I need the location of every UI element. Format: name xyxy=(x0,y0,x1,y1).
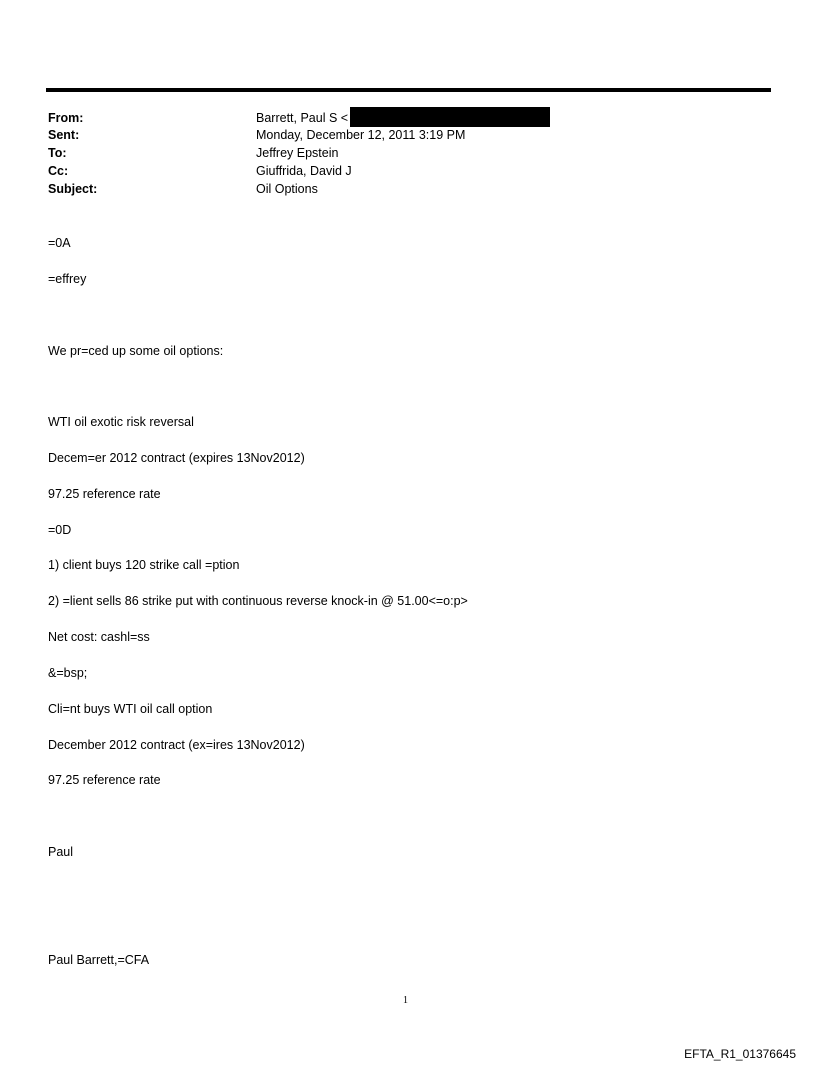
body-line: =effrey xyxy=(48,272,87,286)
body-line: =0D xyxy=(48,523,72,537)
redaction-block xyxy=(350,107,550,127)
body-line: =0A xyxy=(48,236,71,250)
to-label: To: xyxy=(48,146,67,160)
body-line: 97.25 reference rate xyxy=(48,487,161,501)
sent-label: Sent: xyxy=(48,128,80,142)
from-text: Barrett, Paul S < xyxy=(256,111,349,125)
body-line: We pr=ced up some oil options: xyxy=(48,344,224,358)
body-line: Decem=er 2012 contract (expires 13Nov2012) xyxy=(48,451,305,465)
from-value xyxy=(256,109,550,127)
cc-label: Cc: xyxy=(48,164,69,178)
body-line: WTI oil exotic risk reversal xyxy=(48,415,194,429)
sent-value: Monday, December 12, 2011 3:19 PM xyxy=(256,128,466,142)
to-value: Jeffrey Epstein xyxy=(256,146,339,160)
body-line: Net cost: cashl=ss xyxy=(48,630,150,644)
header-rule xyxy=(46,88,771,92)
body-line: 2) =lient sells 86 strike put with continuous reverse knock-in @ 51.00<=o:p> xyxy=(48,594,468,608)
body-line: December 2012 contract (ex=ires 13Nov2012) xyxy=(48,738,305,752)
from-label: From: xyxy=(48,111,84,125)
page-number: 1 xyxy=(403,995,408,1006)
subject-label: Subject: xyxy=(48,182,98,196)
signature-line: Paul Barrett,=CFA xyxy=(48,953,150,967)
body-line: &=bsp; xyxy=(48,666,88,680)
bates-number: EFTA_R1_01376645 xyxy=(684,1047,796,1061)
cc-value: Giuffrida, David J xyxy=(256,164,352,178)
body-line: Paul xyxy=(48,845,74,859)
body-line: 97.25 reference rate xyxy=(48,773,161,787)
body-line: 1) client buys 120 strike call =ption xyxy=(48,558,240,572)
subject-value: Oil Options xyxy=(256,182,318,196)
body-line: Cli=nt buys WTI oil call option xyxy=(48,702,213,716)
